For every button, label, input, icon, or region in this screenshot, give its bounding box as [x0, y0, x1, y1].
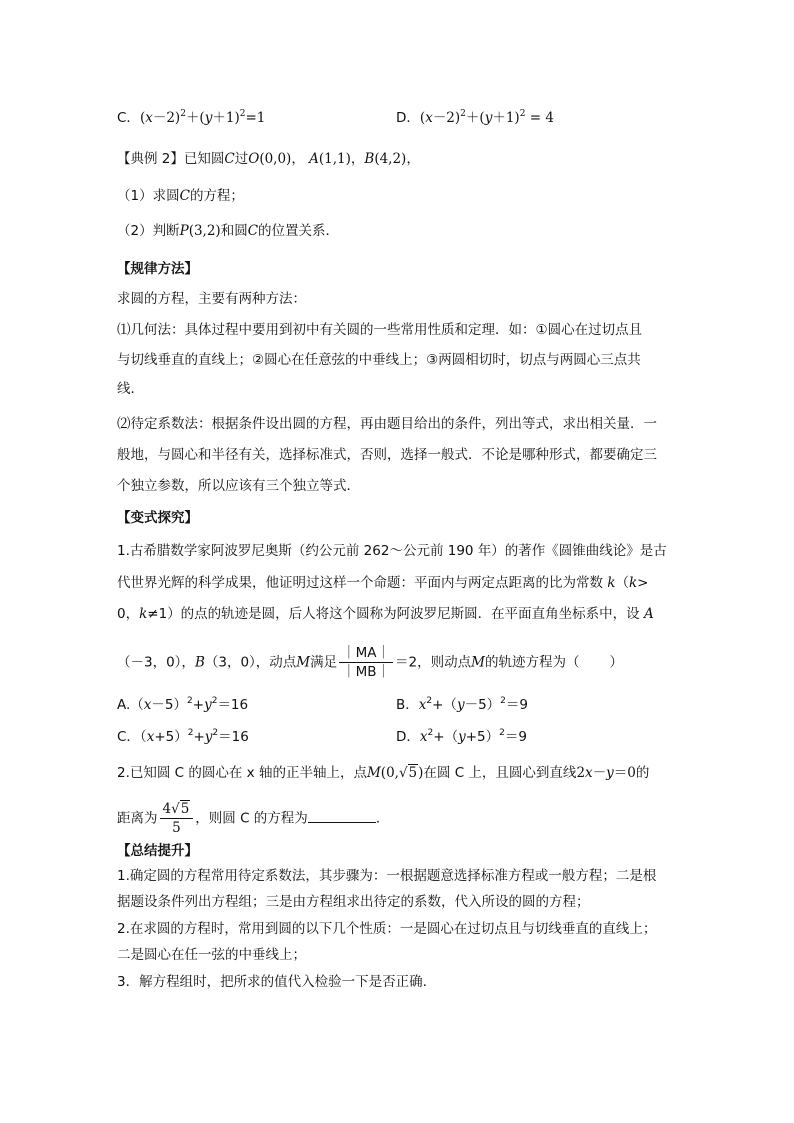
part1-end: 的方程；: [189, 188, 244, 204]
math-circle-c: C: [179, 188, 190, 204]
math-point-p: P(3,2): [179, 223, 221, 239]
math-k: k: [139, 606, 148, 622]
part1-text: （1）求圆: [117, 188, 180, 204]
variant-q1-line4-a: （－3，0），: [117, 654, 195, 671]
method-title: 【规律方法】: [117, 261, 198, 277]
math-m: M: [471, 654, 485, 671]
math-m: M: [296, 654, 311, 671]
method-undetermined-line2: 般地，与圆心和半径有关，选择标准式，否则，选择一般式．不论是哪种形式，都要确定三: [117, 447, 657, 463]
variant-q1-line4-d: ＝2，则动点: [395, 654, 472, 671]
answer-blank[interactable]: [308, 808, 376, 823]
variant-option-b: B．$x^2+(y-5)^2=9$: [396, 696, 528, 713]
option-c-rhs: =1: [245, 110, 266, 126]
variant-option-c: C．$(x+5)^2+y^2=16$: [117, 728, 249, 745]
ratio-fraction: [339, 644, 393, 681]
variant-q2-a: 2.已知圆 C 的圆心在 x 轴的正半轴上，点: [117, 765, 367, 781]
variant-q2-c: 的: [635, 765, 650, 781]
option-c-equation: $(x-2)^2+(y+1)^2$: [139, 109, 246, 126]
summary-1-line1: 1.确定圆的方程常用待定系数法，其步骤为：一根据题意选择标准方程或一般方程；二是根: [117, 868, 657, 884]
math-point-m: M(0,√5): [366, 765, 424, 781]
option-d-rhs: = 4: [529, 110, 554, 126]
option-d-equation: $(x-2)^2+(y+1)^2$: [419, 109, 526, 126]
part2-text: （2）判断: [117, 223, 180, 239]
math-circle-c: C: [224, 151, 235, 167]
option-c-top: [117, 108, 265, 128]
distance-numerator: 4√5: [160, 800, 194, 819]
distance-denominator: 5: [172, 820, 181, 836]
summary-title: 【总结提升】: [117, 843, 198, 859]
method-intro: 求圆的方程，主要有两种方法：: [117, 291, 306, 307]
option-d-label: D．: [396, 110, 420, 126]
part2-mid: 和圆: [220, 223, 248, 239]
comma: ，: [291, 151, 305, 167]
variant-q1-line2-text: 代世界光辉的科学成果，他证明过这样一个命题：平面内与两定点距离的比为常数: [117, 575, 603, 591]
variant-q1-line4-b: （3，0），动点: [204, 654, 297, 671]
comma: ，: [350, 151, 365, 167]
variant-option-d: D．$x^2+(y+5)^2=9$: [396, 728, 527, 745]
example2-text-b: 过: [234, 151, 249, 167]
math-point-a: A(1,1): [309, 151, 351, 167]
summary-1-line2: 据题设条件列出方程组；三是由方程组求出待定的系数，代入所设的圆的方程；: [117, 894, 590, 910]
option-d-label: D．: [396, 729, 420, 745]
method-geometry-line3: 线．: [117, 381, 144, 397]
summary-2-line2: 二是圆心在任一弦的中垂线上；: [117, 947, 306, 963]
variant-q1-line4-f: ）: [609, 654, 623, 671]
math-line-equation: 2x－y＝0: [576, 765, 636, 781]
comma: ，: [406, 151, 420, 167]
variant-q2-line2: [117, 800, 380, 837]
variant-q1-line4-c: 满足: [310, 654, 338, 671]
summary-3: 3．解方程组时，把所求的值代入检验一下是否正确.: [117, 974, 427, 990]
variant-q2-f: .: [375, 810, 381, 827]
variant-q2-d: 距离为: [117, 810, 158, 827]
math-k: k: [607, 575, 616, 591]
math-k: k: [628, 575, 638, 591]
method-geometry-line1: ⑴几何法：具体过程中要用到初中有关圆的一些常用性质和定理．如：①圆心在过切点且: [117, 322, 643, 338]
option-c-label: C．（: [117, 729, 147, 745]
example2-line: [117, 149, 420, 169]
method-geometry-line2: 与切线垂直的直线上；②圆心在任意弦的中垂线上；③两圆相切时，切点与两圆心三点共: [117, 352, 641, 368]
variant-q1-line4-e: 的轨迹方程为（: [484, 654, 580, 671]
math-circle-c: C: [247, 223, 259, 239]
option-a-label: A.（: [117, 697, 144, 713]
math-a: A: [643, 606, 654, 622]
variant-q2-line1: [117, 763, 649, 783]
variant-q2-b: 在圆 C 上，且圆心到直线: [423, 765, 577, 781]
example2-part1: [117, 186, 244, 206]
math-b: B: [194, 654, 205, 671]
fraction-denominator: ｜MB｜: [342, 664, 391, 680]
variant-q2-e: ，则圆 C 的方程为: [195, 810, 308, 827]
variant-q1-line3-a: 0，: [117, 606, 140, 622]
example2-part2: [117, 221, 339, 241]
method-undetermined-line3: 个独立参数，所以应该有三个独立等式．: [117, 478, 360, 494]
part2-end: 的位置关系．: [258, 223, 340, 239]
variant-q1-line2: 代世界光辉的科学成果，他证明过这样一个命题：平面内与两定点距离的比为常数 k（k>: [117, 575, 649, 591]
option-d-top: [396, 108, 554, 128]
summary-2-line1: 2.在求圆的方程时，常用到圆的以下几个性质：一是圆心在过切点且与切线垂直的直线上；: [117, 921, 657, 937]
option-b-label: B．: [396, 697, 419, 713]
distance-fraction: [160, 800, 194, 837]
variant-q1-line3-b: ）的点的轨迹是圆，后人将这个圆称为阿波罗尼斯圆．在平面直角坐标系中，设: [167, 606, 640, 622]
example2-title: 【典例 2】: [117, 151, 184, 167]
variant-q1-line4: [117, 644, 623, 681]
example2-text: 已知圆: [183, 151, 225, 167]
variant-q1-line1: 1.古希腊数学家阿波罗尼奥斯（约公元前 262～公元前 190 年）的著作《圆锥曲线论》是古: [117, 543, 667, 559]
option-c-label: C．: [117, 110, 140, 126]
fraction-numerator: ｜MA｜: [339, 644, 393, 663]
method-undetermined-line1: ⑵待定系数法：根据条件设出圆的方程，再由题目给出的条件，列出等式，求出相关量．一: [117, 416, 657, 432]
math-point-b: B(4,2): [364, 151, 407, 167]
variant-q1-line3: 0，k≠1）的点的轨迹是圆，后人将这个圆称为阿波罗尼斯圆．在平面直角坐标系中，设 A: [117, 606, 654, 622]
math-point-o: O(0,0): [248, 151, 292, 167]
variant-option-a: $A.(x-5)^2+y^2=16$: [117, 696, 249, 713]
variant-title: 【变式探究】: [117, 510, 198, 526]
